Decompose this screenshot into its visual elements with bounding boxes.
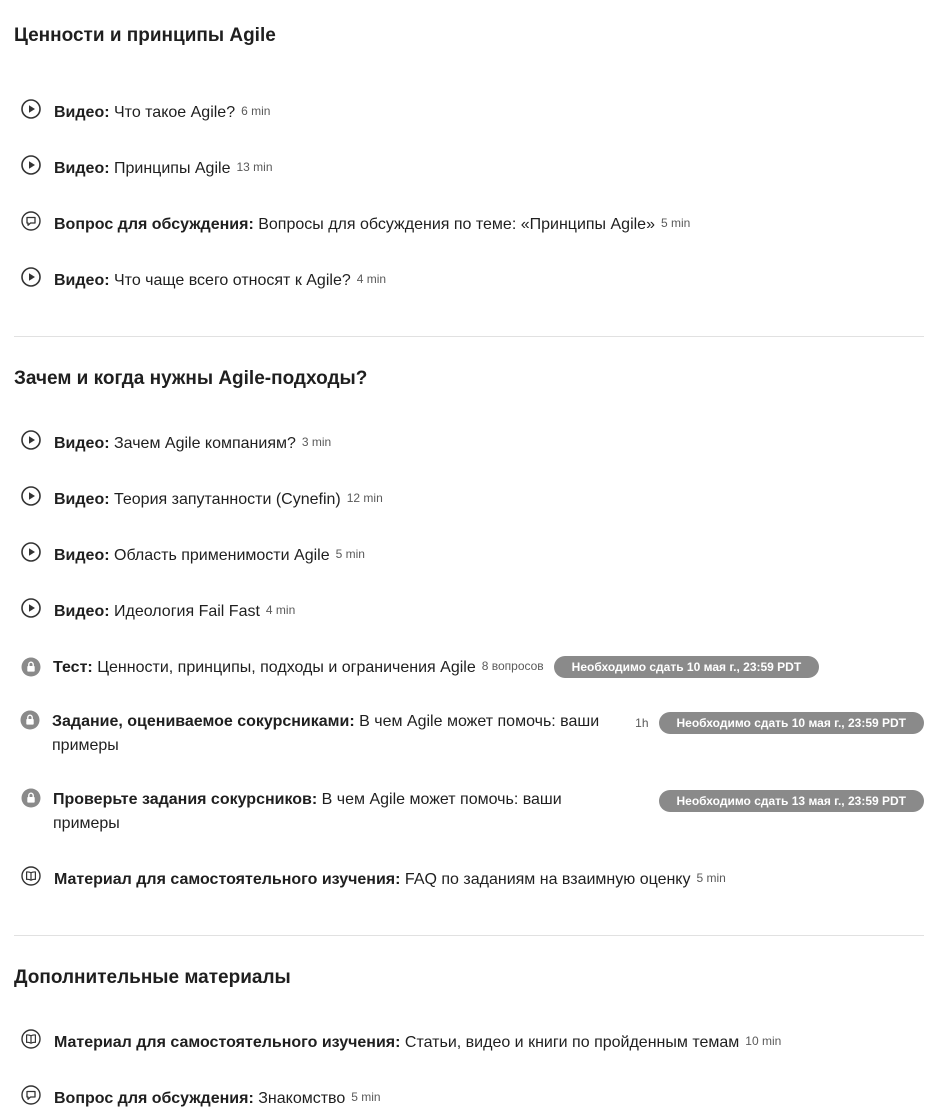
item-type: Тест: — [53, 659, 93, 676]
item-type: Проверьте задания сокурсников: — [53, 791, 318, 808]
item-duration: 8 вопросов — [481, 659, 544, 673]
item-name: Что такое Agile? — [114, 104, 236, 121]
list-item[interactable] — [14, 598, 924, 624]
discussion-icon — [21, 1085, 41, 1105]
list-item[interactable] — [14, 1029, 924, 1055]
play-icon — [21, 598, 41, 618]
item-text — [54, 430, 331, 456]
play-icon — [21, 486, 41, 506]
list-item[interactable] — [14, 267, 924, 293]
list-item[interactable] — [14, 99, 924, 125]
section-title: Ценности и принципы Agile — [14, 25, 276, 46]
item-meta — [659, 788, 925, 813]
item-name: FAQ по заданиям на взаимную оценку — [404, 871, 691, 888]
item-duration: 4 min — [265, 603, 296, 617]
item-type: Видео: — [54, 435, 110, 452]
deadline-badge: Необходимо сдать 10 мая г., 23:59 PDT — [659, 712, 925, 734]
item-type: Видео: — [54, 160, 110, 177]
item-duration: 10 min — [745, 1034, 782, 1048]
play-icon — [21, 155, 41, 175]
item-text — [52, 710, 612, 758]
item-duration: 12 min — [346, 491, 383, 505]
item-name: Что чаще всего относят к Agile? — [114, 272, 351, 289]
list-item[interactable] — [14, 542, 924, 568]
list-item[interactable] — [14, 654, 924, 680]
list-item[interactable] — [14, 430, 924, 456]
item-type: Материал для самостоятельного изучения: — [54, 871, 401, 888]
lock-icon — [20, 710, 40, 730]
item-text — [54, 99, 270, 125]
item-duration: 13 min — [236, 160, 273, 174]
deadline-badge: Необходимо сдать 13 мая г., 23:59 PDT — [659, 790, 925, 812]
book-icon — [21, 1029, 41, 1049]
item-text — [54, 155, 273, 181]
item-duration: 6 min — [241, 104, 271, 118]
item-type: Видео: — [54, 491, 110, 508]
item-name: Знакомство — [258, 1090, 346, 1107]
item-name: Принципы Agile — [114, 160, 231, 177]
item-text — [53, 654, 544, 680]
item-duration: 1h — [635, 716, 649, 730]
play-icon — [21, 542, 41, 562]
item-text — [54, 866, 726, 892]
list-item[interactable] — [14, 486, 924, 512]
item-duration: 4 min — [356, 272, 387, 286]
item-type: Видео: — [54, 272, 110, 289]
item-type: Задание, оцениваемое сокурсниками: — [52, 713, 355, 730]
item-name: В чем Agile может помочь: ваши примеры — [53, 791, 562, 832]
list-item[interactable] — [14, 866, 924, 892]
list-item[interactable] — [14, 155, 924, 181]
item-text — [54, 1085, 381, 1111]
item-name: Ценности, принципы, подходы и ограничения Agile — [97, 659, 476, 676]
item-text — [54, 267, 386, 293]
item-type: Видео: — [54, 547, 110, 564]
list-item[interactable] — [14, 788, 924, 836]
play-icon — [21, 430, 41, 450]
item-name: В чем Agile может помочь: ваши примеры — [52, 713, 600, 754]
deadline-badge: Необходимо сдать 10 мая г., 23:59 PDT — [554, 656, 820, 678]
item-name: Зачем Agile компаниям? — [114, 435, 296, 452]
item-text — [54, 598, 295, 624]
book-icon — [21, 866, 41, 886]
item-text — [54, 542, 365, 568]
item-text — [54, 211, 690, 237]
item-name: Статьи, видео и книги по пройденным темам — [404, 1034, 740, 1051]
play-icon — [21, 99, 41, 119]
discussion-icon — [21, 211, 41, 231]
item-name: Вопросы для обсуждения по теме: «Принципы Agile» — [258, 216, 655, 233]
section-title: Дополнительные материалы — [14, 967, 291, 988]
lock-icon — [21, 788, 41, 808]
item-type: Вопрос для обсуждения: — [54, 216, 254, 233]
item-name: Идеология Fail Fast — [114, 603, 260, 620]
item-duration: 5 min — [660, 216, 691, 230]
item-name: Теория запутанности (Cynefin) — [114, 491, 341, 508]
item-type: Материал для самостоятельного изучения: — [54, 1034, 401, 1051]
item-duration: 5 min — [351, 1090, 381, 1104]
item-type: Видео: — [54, 603, 110, 620]
list-item[interactable] — [14, 1085, 924, 1111]
item-text — [54, 486, 383, 512]
section-values-principles — [14, 0, 924, 293]
lock-icon — [21, 657, 41, 677]
list-item[interactable] — [14, 211, 924, 237]
item-type: Вопрос для обсуждения: — [54, 1090, 254, 1107]
play-icon — [21, 267, 41, 287]
item-type: Видео: — [54, 104, 110, 121]
section-title: Зачем и когда нужны Agile-подходы? — [14, 368, 368, 389]
item-duration: 5 min — [696, 871, 726, 885]
item-text — [54, 1029, 781, 1055]
list-item[interactable] — [14, 710, 924, 758]
item-name: Область применимости Agile — [114, 547, 330, 564]
section-additional-materials — [14, 936, 924, 1111]
item-text — [53, 788, 613, 836]
section-why-when-agile — [14, 337, 924, 892]
item-duration: 3 min — [301, 435, 332, 449]
item-meta — [629, 710, 924, 735]
item-duration: 5 min — [335, 547, 365, 561]
